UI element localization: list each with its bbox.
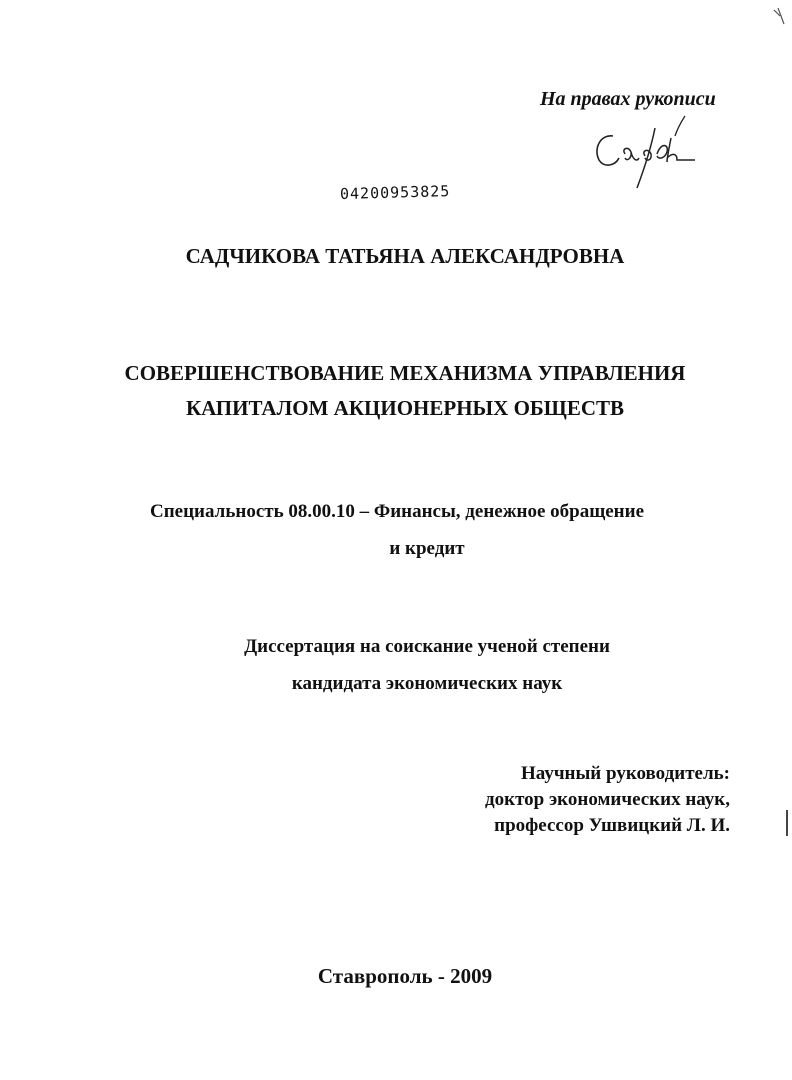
scan-artifact-mark (770, 4, 790, 34)
thesis-title-line-2: КАПИТАЛОМ АКЦИОНЕРНЫХ ОБЩЕСТВ (185, 396, 625, 420)
inventory-number: 04200953825 (339, 182, 451, 203)
supervisor-name: профессор Ушвицкий Л. И. (494, 815, 730, 836)
degree-line-1: Диссертация на соискание ученой степени (244, 636, 610, 657)
specialty-line-2: и кредит (389, 538, 465, 559)
scan-edge-mark (782, 808, 792, 838)
degree-line-2: кандидата экономических наук (291, 673, 563, 694)
thesis-title-line-1: СОВЕРШЕНСТВОВАНИЕ МЕХАНИЗМА УПРАВЛЕНИЯ (124, 361, 686, 385)
place-and-year: Ставрополь - 2009 (317, 964, 493, 988)
specialty-line-1: Специальность 08.00.10 – Финансы, денежное обращение (150, 501, 645, 522)
author-name: САДЧИКОВА ТАТЬЯНА АЛЕКСАНДРОВНА (185, 244, 625, 268)
handwritten-signature (585, 108, 705, 198)
supervisor-heading: Научный руководитель: (521, 763, 730, 784)
rights-stamp: На правах рукописи (540, 88, 716, 110)
supervisor-degree: доктор экономических наук, (485, 789, 730, 810)
